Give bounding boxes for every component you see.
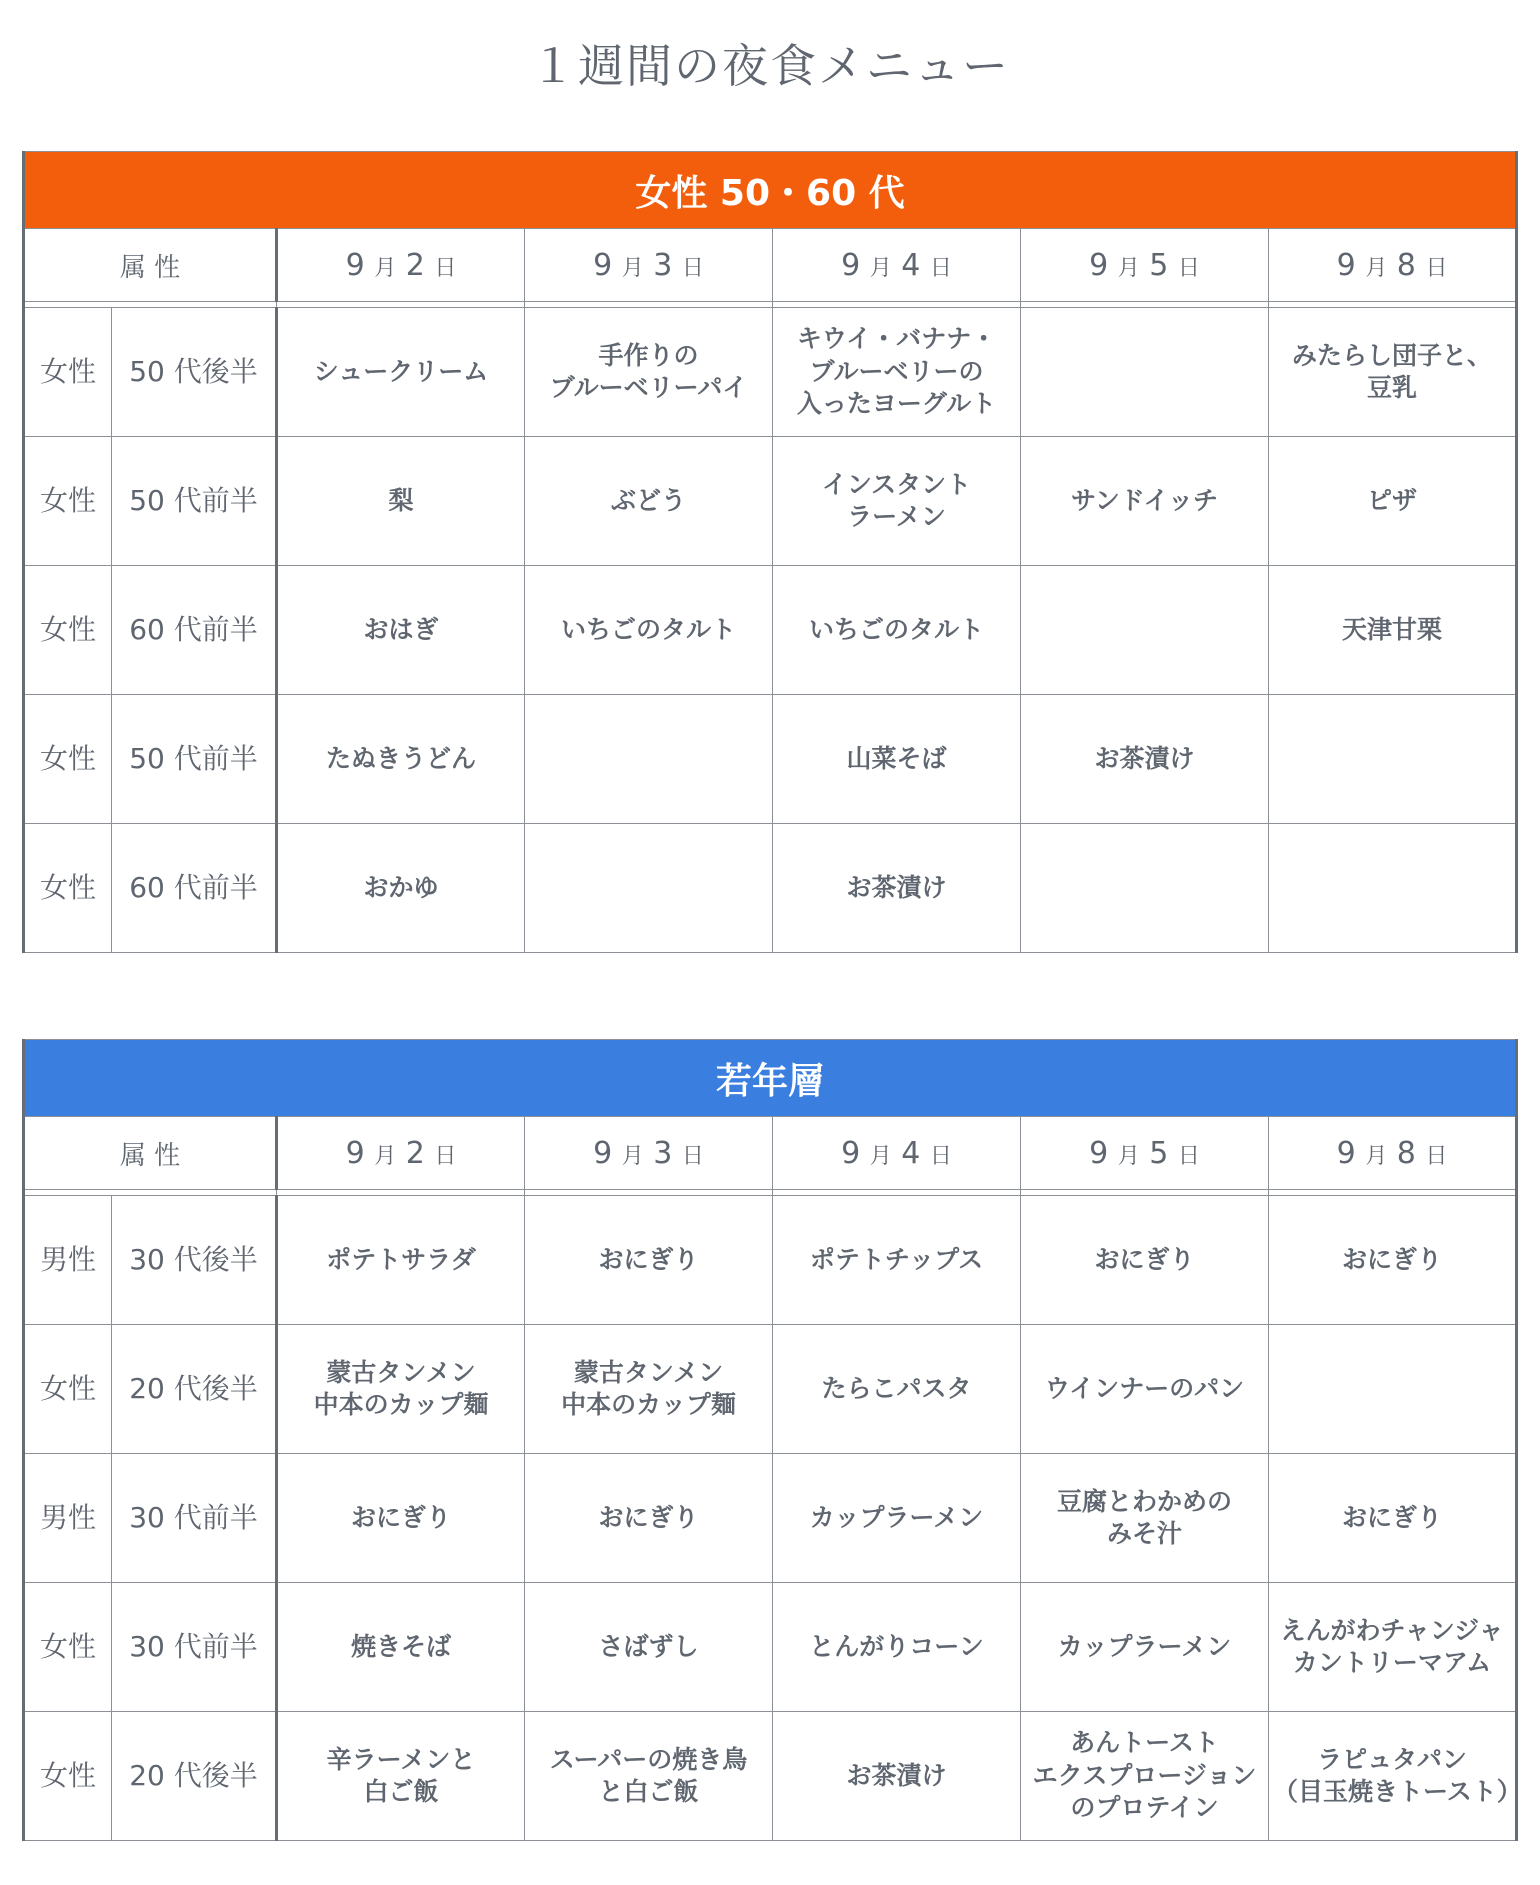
day-number: 3 — [653, 1135, 673, 1171]
month-number: 9 — [1089, 1135, 1109, 1171]
menu-table-young — [22, 1039, 1522, 1841]
date-header — [773, 1117, 1021, 1190]
month-number: 9 — [1336, 1135, 1356, 1171]
menu-cell: 辛ラーメンと 白ご飯 — [277, 1712, 525, 1841]
sex-cell: 女性 — [24, 437, 112, 566]
day-unit: 日 — [929, 1143, 952, 1169]
table-row — [24, 824, 1517, 953]
day-unit: 日 — [434, 1143, 457, 1169]
month-unit: 月 — [869, 255, 892, 281]
day-unit: 日 — [929, 255, 952, 281]
menu-cell — [1269, 824, 1517, 953]
month-unit: 月 — [1117, 255, 1140, 281]
menu-cell: ポテトサラダ — [277, 1196, 525, 1325]
menu-cell — [525, 695, 773, 824]
date-header — [1021, 1117, 1269, 1190]
menu-cell: 豆腐とわかめの みそ汁 — [1021, 1454, 1269, 1583]
month-number: 9 — [345, 1135, 365, 1171]
day-number: 5 — [1149, 247, 1169, 283]
day-unit: 日 — [1177, 1143, 1200, 1169]
menu-cell: ポテトチップス — [773, 1196, 1021, 1325]
date-header — [525, 229, 773, 302]
sex-cell: 女性 — [24, 695, 112, 824]
menu-cell: おにぎり — [277, 1454, 525, 1583]
month-number: 9 — [593, 247, 613, 283]
date-header — [1269, 1117, 1517, 1190]
menu-cell — [1021, 566, 1269, 695]
month-number: 9 — [1089, 247, 1109, 283]
table-heading: 女性 50・60 代 — [24, 152, 1517, 229]
month-unit: 月 — [374, 1143, 397, 1169]
sex-cell: 女性 — [24, 1712, 112, 1841]
age-cell: 30 代後半 — [112, 1196, 277, 1325]
menu-cell: スーパーの焼き鳥 と白ご飯 — [525, 1712, 773, 1841]
day-number: 4 — [901, 247, 921, 283]
day-unit: 日 — [434, 255, 457, 281]
menu-cell: たらこパスタ — [773, 1325, 1021, 1454]
attribute-header: 属 性 — [24, 1117, 277, 1190]
menu-cell — [1021, 308, 1269, 437]
day-unit: 日 — [681, 255, 704, 281]
table-row — [24, 437, 1517, 566]
date-header — [1021, 229, 1269, 302]
menu-cell: とんがりコーン — [773, 1583, 1021, 1712]
menu-cell — [1021, 824, 1269, 953]
table-row — [24, 695, 1517, 824]
menu-cell: ピザ — [1269, 437, 1517, 566]
table-row — [24, 1196, 1517, 1325]
menu-cell: お茶漬け — [773, 1712, 1021, 1841]
age-cell: 30 代前半 — [112, 1454, 277, 1583]
menu-cell: ラピュタパン （目玉焼きトースト） — [1269, 1712, 1517, 1841]
day-number: 2 — [405, 247, 425, 283]
age-cell: 50 代前半 — [112, 437, 277, 566]
menu-cell: えんがわチャンジャ カントリーマアム — [1269, 1583, 1517, 1712]
menu-cell: シュークリーム — [277, 308, 525, 437]
menu-cell: おはぎ — [277, 566, 525, 695]
menu-cell: インスタント ラーメン — [773, 437, 1021, 566]
month-unit: 月 — [374, 255, 397, 281]
sex-cell: 女性 — [24, 1583, 112, 1712]
attribute-header: 属 性 — [24, 229, 277, 302]
day-number: 5 — [1149, 1135, 1169, 1171]
table-row — [24, 1325, 1517, 1454]
day-unit: 日 — [1425, 255, 1448, 281]
month-unit: 月 — [621, 1143, 644, 1169]
menu-cell: さばずし — [525, 1583, 773, 1712]
menu-cell: ウインナーのパン — [1021, 1325, 1269, 1454]
menu-cell: 天津甘栗 — [1269, 566, 1517, 695]
menu-cell: 焼きそば — [277, 1583, 525, 1712]
table-row — [24, 308, 1517, 437]
day-number: 8 — [1396, 1135, 1416, 1171]
menu-cell — [1269, 1325, 1517, 1454]
menu-cell: おにぎり — [525, 1196, 773, 1325]
menu-cell: 山菜そば — [773, 695, 1021, 824]
date-header — [277, 1117, 525, 1190]
day-number: 2 — [405, 1135, 425, 1171]
menu-cell: お茶漬け — [773, 824, 1021, 953]
month-number: 9 — [841, 247, 861, 283]
menu-cell: サンドイッチ — [1021, 437, 1269, 566]
menu-cell: 手作りの ブルーベリーパイ — [525, 308, 773, 437]
month-number: 9 — [345, 247, 365, 283]
sex-cell: 女性 — [24, 824, 112, 953]
menu-cell: 蒙古タンメン 中本のカップ麺 — [277, 1325, 525, 1454]
menu-cell: おにぎり — [525, 1454, 773, 1583]
day-number: 4 — [901, 1135, 921, 1171]
age-cell: 50 代前半 — [112, 695, 277, 824]
sex-cell: 男性 — [24, 1454, 112, 1583]
menu-cell: お茶漬け — [1021, 695, 1269, 824]
menu-cell: たぬきうどん — [277, 695, 525, 824]
date-header — [277, 229, 525, 302]
month-number: 9 — [593, 1135, 613, 1171]
table-row — [24, 1712, 1517, 1841]
menu-cell: おかゆ — [277, 824, 525, 953]
menu-cell: おにぎり — [1269, 1196, 1517, 1325]
table-row — [24, 1454, 1517, 1583]
menu-cell: おにぎり — [1269, 1454, 1517, 1583]
day-number: 8 — [1396, 247, 1416, 283]
sex-cell: 男性 — [24, 1196, 112, 1325]
date-header — [773, 229, 1021, 302]
age-cell: 20 代後半 — [112, 1325, 277, 1454]
table-row — [24, 566, 1517, 695]
day-number: 3 — [653, 247, 673, 283]
menu-cell: みたらし団子と、 豆乳 — [1269, 308, 1517, 437]
table-row — [24, 1583, 1517, 1712]
table-heading: 若年層 — [24, 1040, 1517, 1117]
sex-cell: 女性 — [24, 1325, 112, 1454]
age-cell: 20 代後半 — [112, 1712, 277, 1841]
month-unit: 月 — [1365, 1143, 1388, 1169]
page-title: １週間の夜食メニュー — [530, 39, 1010, 93]
sex-cell: 女性 — [24, 308, 112, 437]
day-unit: 日 — [1177, 255, 1200, 281]
age-cell: 60 代前半 — [112, 566, 277, 695]
date-header — [1269, 229, 1517, 302]
menu-cell: カップラーメン — [773, 1454, 1021, 1583]
age-cell: 50 代後半 — [112, 308, 277, 437]
month-unit: 月 — [869, 1143, 892, 1169]
day-unit: 日 — [1425, 1143, 1448, 1169]
day-unit: 日 — [681, 1143, 704, 1169]
month-number: 9 — [841, 1135, 861, 1171]
month-unit: 月 — [1365, 255, 1388, 281]
menu-table-women-50-60 — [22, 151, 1518, 953]
menu-cell: 梨 — [277, 437, 525, 566]
menu-cell: カップラーメン — [1021, 1583, 1269, 1712]
month-number: 9 — [1336, 247, 1356, 283]
month-unit: 月 — [1117, 1143, 1140, 1169]
menu-cell: いちごのタルト — [773, 566, 1021, 695]
age-cell: 60 代前半 — [112, 824, 277, 953]
date-header — [525, 1117, 773, 1190]
menu-cell: おにぎり — [1021, 1196, 1269, 1325]
menu-cell — [1269, 695, 1517, 824]
menu-cell: あんトースト エクスプロージョン のプロテイン — [1021, 1712, 1269, 1841]
menu-cell: 蒙古タンメン 中本のカップ麺 — [525, 1325, 773, 1454]
month-unit: 月 — [621, 255, 644, 281]
age-cell: 30 代前半 — [112, 1583, 277, 1712]
menu-cell: いちごのタルト — [525, 566, 773, 695]
menu-cell — [525, 824, 773, 953]
menu-cell: ぶどう — [525, 437, 773, 566]
sex-cell: 女性 — [24, 566, 112, 695]
menu-cell: キウイ・バナナ・ ブルーベリーの 入ったヨーグルト — [773, 308, 1021, 437]
